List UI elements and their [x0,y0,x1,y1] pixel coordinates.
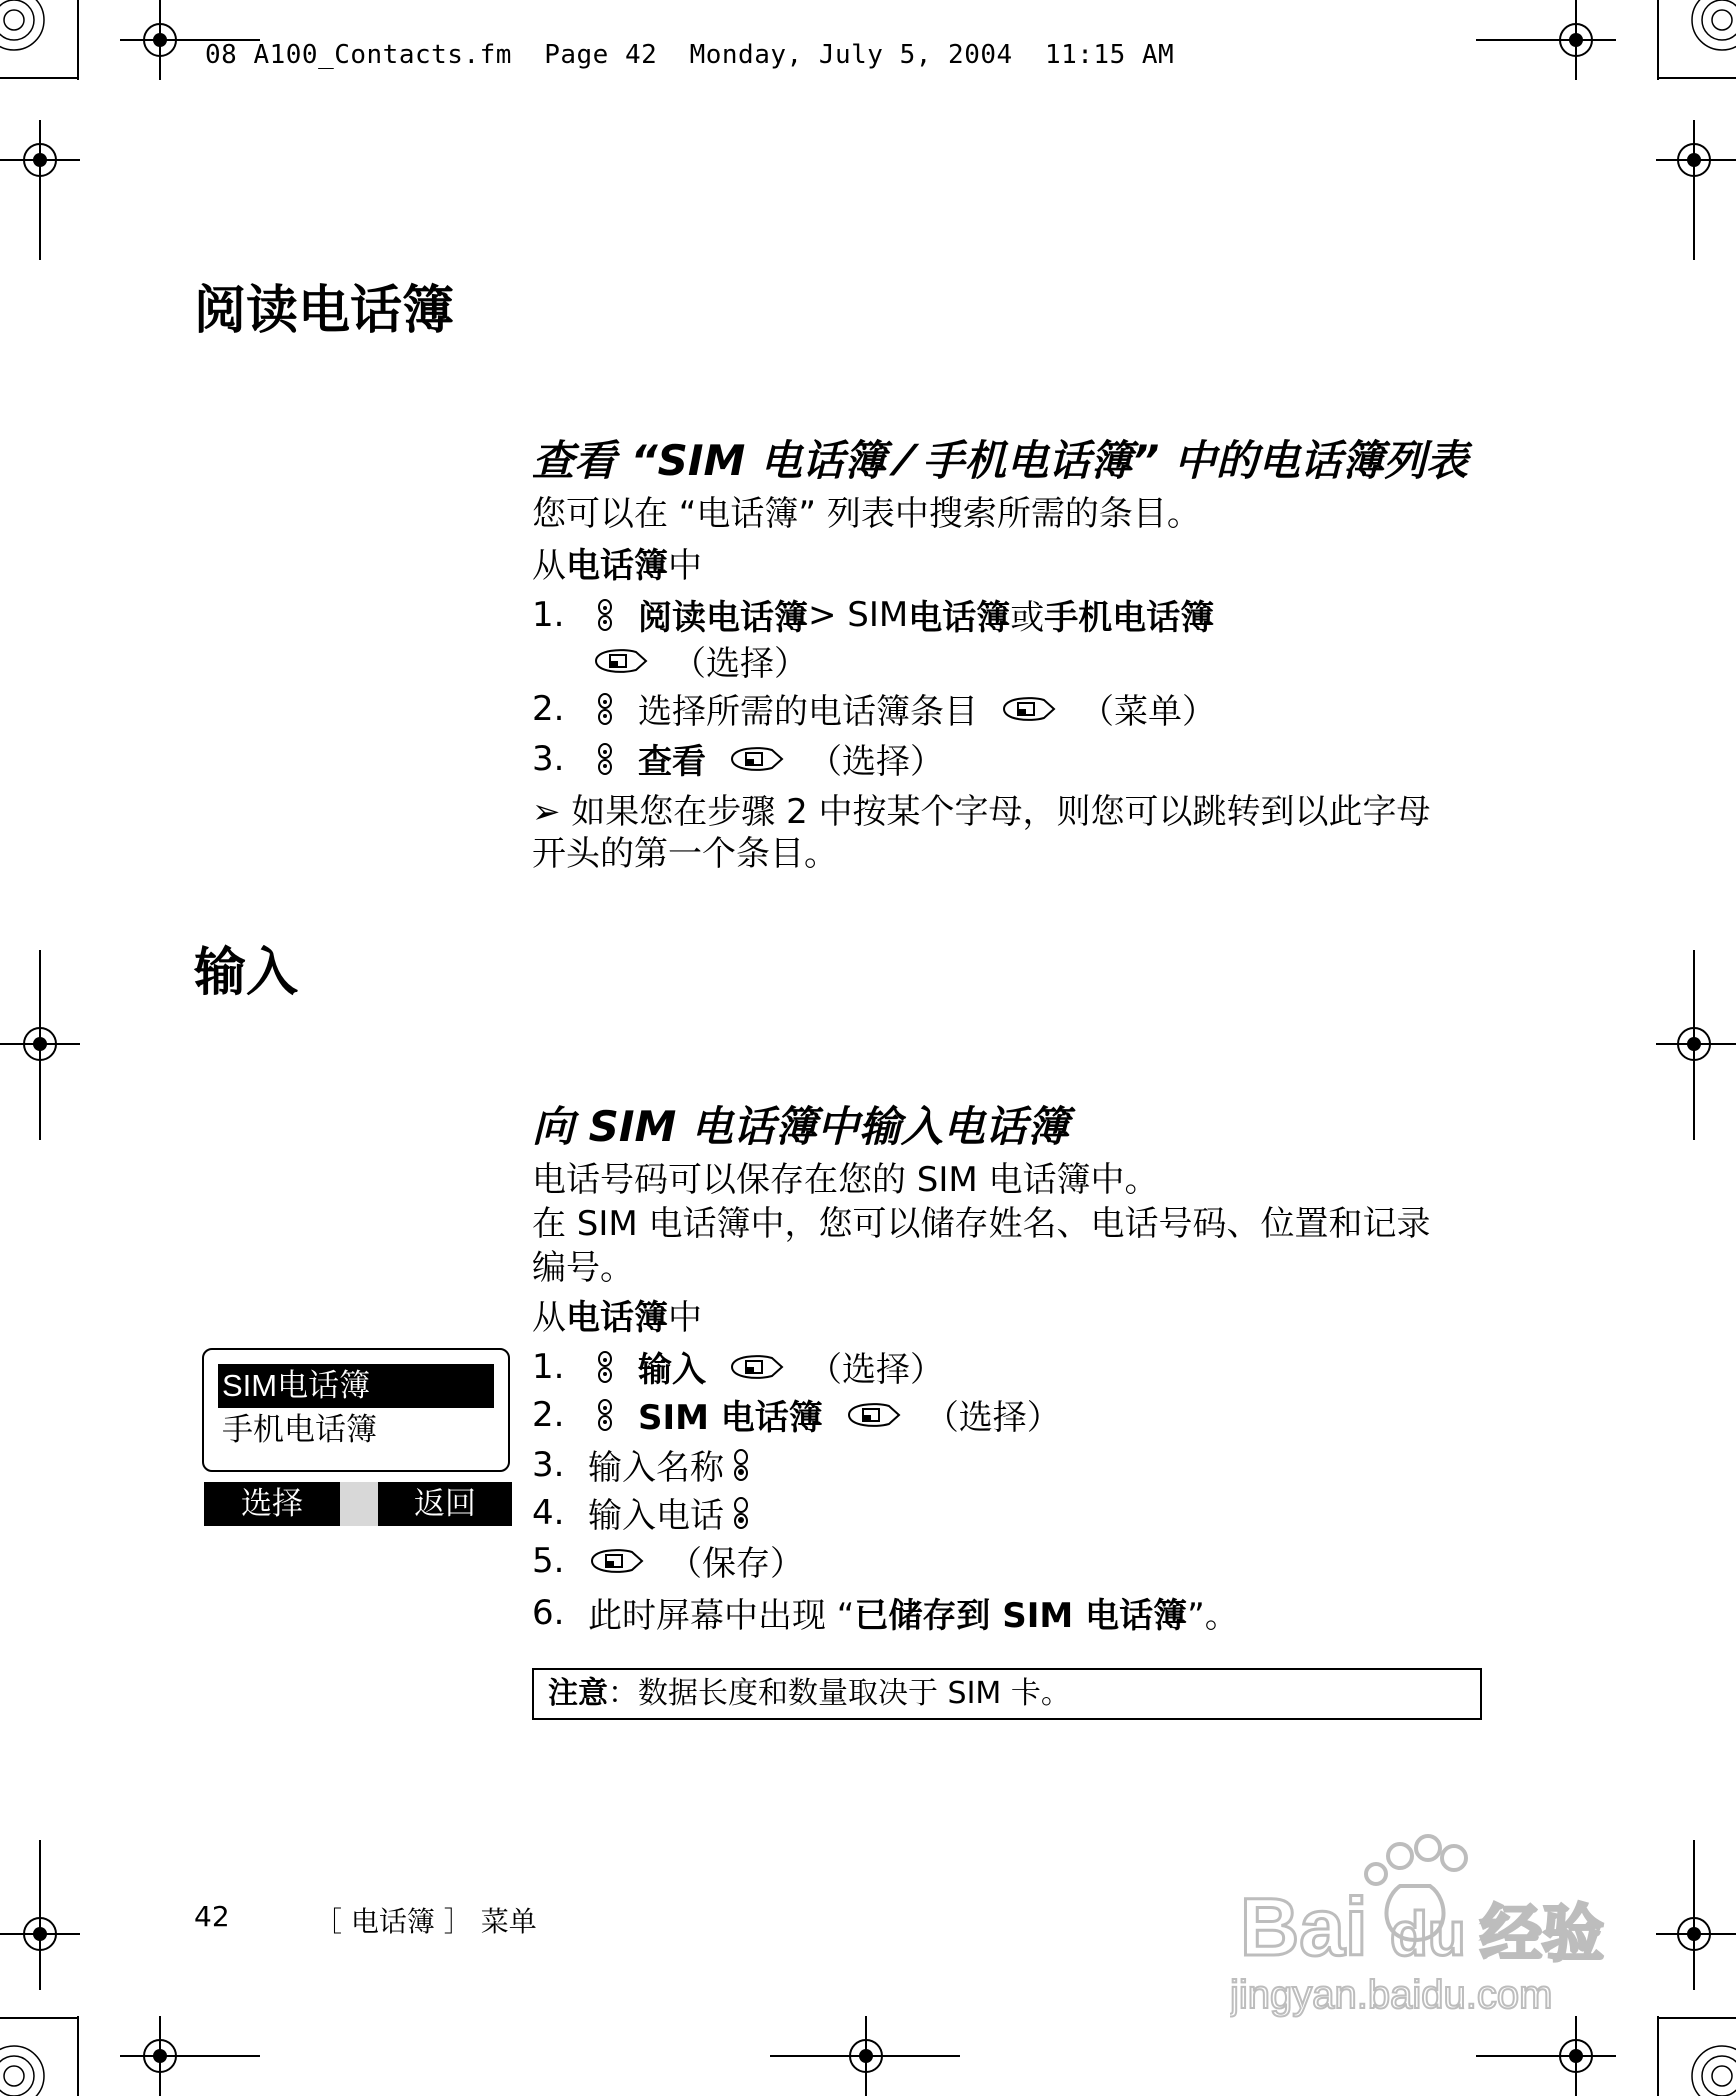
step-1 [532,590,1214,639]
step-number: 3. [532,1444,565,1485]
from-phonebook-line [532,544,702,588]
step-action: （选择） [924,1398,1061,1438]
step-number: 1. [532,594,565,635]
soft-key-icon [728,1350,786,1384]
step-text: 选择所需的电话簿条目 [638,692,978,732]
file-header: 08 A100_Contacts.fm Page 42 Monday, July 5, 2004 11:15 AM [205,40,1175,70]
step-number: 2. [532,688,565,729]
step-3 [532,734,944,783]
step-separator: > SIM [808,594,909,635]
screen-item-sim-phonebook: SIM电话簿 [218,1364,494,1408]
soft-key-back: 返回 [378,1482,512,1526]
step-5 [532,1536,804,1585]
step-text: 此时屏幕中出现 “ [588,1596,855,1636]
step-action: （菜单） [1080,692,1216,732]
screen-item-phone-phonebook: 手机电话簿 [222,1412,377,1447]
footer-section: ［ 电话簿 ］ 菜单 [314,1905,537,1938]
step-action: （选择） [808,1350,944,1390]
navigation-key-icon [594,1350,616,1384]
svg-text:jingyan.baidu.com: jingyan.baidu.com [1230,1973,1553,2017]
step-bold: SIM 电话簿 [638,1398,823,1438]
from-bold: 电话簿 [566,546,668,586]
step-or: 或 [1010,598,1045,638]
note-label: 注意 [548,1676,608,1711]
step-bold: 查看 [638,742,706,782]
step-bold: 手机电话簿 [1044,598,1215,638]
step-bold: 阅读电话簿 [638,598,808,638]
step-number: 1. [532,1346,565,1387]
intro-text: 您可以在 “电话簿” 列表中搜索所需的条目。 [532,494,1201,534]
svg-text:经验: 经验 [1480,1897,1605,1970]
step-action: （选择） [672,644,808,684]
tip-arrow-icon: ➢ [532,792,561,832]
soft-key-icon [1000,692,1058,726]
intro-line-2: 在 SIM 电话簿中，您可以储存姓名、电话号码、位置和记录 [532,1204,1431,1244]
navigation-key-icon [594,598,616,632]
step-4 [532,1488,774,1537]
from-prefix: 从 [532,1298,566,1338]
phone-screen [202,1348,510,1472]
note-box [532,1668,1482,1720]
baidu-watermark-logo [1230,1830,1630,2020]
step-text: 输入电话 [588,1496,724,1536]
step-2 [532,684,1216,733]
navigation-key-icon [594,742,616,776]
step-3 [532,1440,774,1489]
step-1 [532,1342,944,1391]
from-bold: 电话簿 [566,1298,668,1338]
from-suffix: 中 [668,1298,702,1338]
note-text: ：数据长度和数量取决于 SIM 卡。 [608,1676,1071,1711]
step-1-continuation [592,636,808,685]
step-bold: 电话簿 [908,598,1011,638]
intro-line-1: 电话号码可以保存在您的 SIM 电话簿中。 [532,1160,1159,1200]
from-suffix: 中 [668,546,702,586]
step-bold: 已储存到 SIM 电话簿 [854,1596,1188,1636]
step-number: 5. [532,1540,565,1581]
soft-key-icon [592,644,650,678]
navigation-key-icon [594,692,616,726]
subheading-view-list: 查看 “SIM 电话簿 ⁄ 手机电话簿” 中的电话簿列表 [532,436,1468,485]
tip-line-1 [532,790,1431,834]
step-bold: 输入 [638,1350,706,1390]
step-action: （保存） [668,1544,804,1584]
section-title-read-phonebook: 阅读电话簿 [194,281,455,341]
section-title-input: 输入 [194,943,299,1003]
step-action: （选择） [808,742,944,782]
step-number: 2. [532,1394,565,1435]
soft-key-icon [845,1398,903,1432]
soft-key-icon [728,742,786,776]
tip-text: 如果您在步骤 2 中按某个字母，则您可以跳转到以此字母 [571,792,1431,832]
step-text: 输入名称 [588,1448,724,1488]
navigation-key-icon [594,1398,616,1432]
step-2 [532,1390,1061,1439]
from-phonebook-line [532,1296,702,1340]
svg-text:du: du [1390,1900,1466,1969]
page-number: 42 [194,1900,230,1933]
step-number: 4. [532,1492,565,1533]
step-number: 6. [532,1592,565,1633]
soft-key-icon [588,1544,646,1578]
tip-line-2: 开头的第一个条目。 [532,834,838,874]
soft-key-select: 选择 [204,1482,340,1526]
intro-line-3: 编号。 [532,1248,634,1288]
subheading-input-sim: 向 SIM 电话簿中输入电话簿 [532,1102,1069,1151]
keypad-icon [730,1448,752,1482]
svg-text:Bai: Bai [1240,1882,1368,1973]
soft-key-divider [340,1482,378,1526]
keypad-icon [730,1496,752,1530]
step-end: ”。 [1187,1596,1239,1636]
from-prefix: 从 [532,546,566,586]
step-6 [532,1588,1239,1637]
step-number: 3. [532,738,565,779]
